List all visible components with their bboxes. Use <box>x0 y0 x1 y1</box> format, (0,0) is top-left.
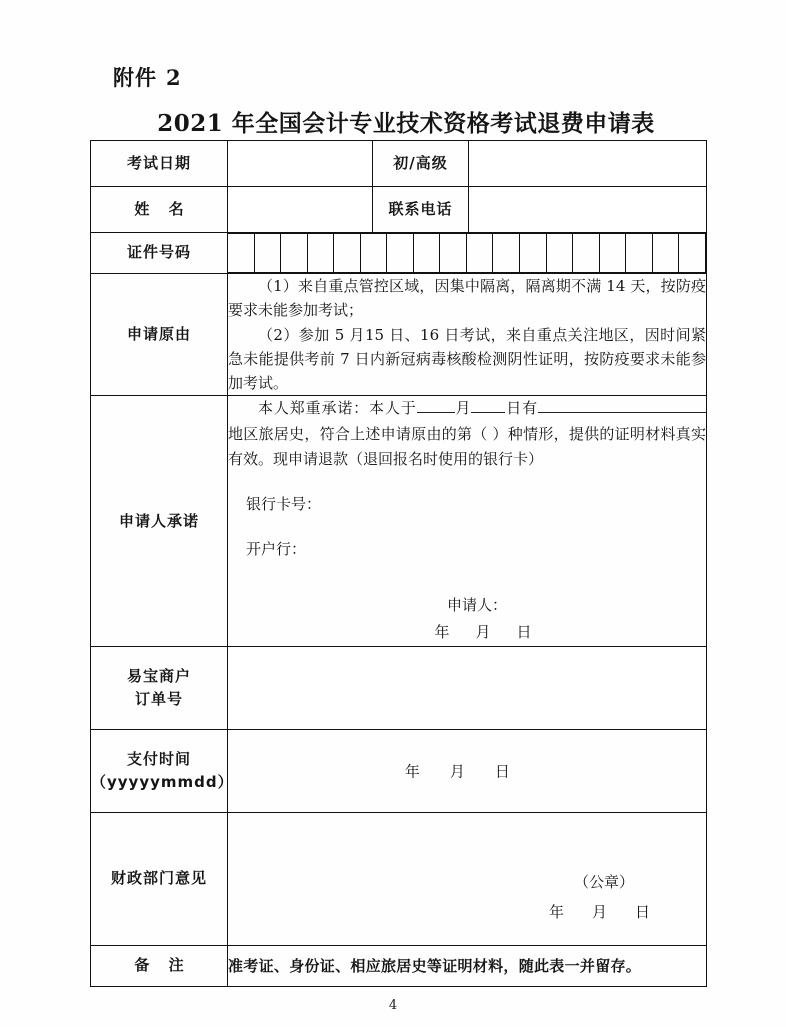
payment-date-year: 年 <box>404 762 450 781</box>
label-merchant-order-line1: 易宝商户 <box>126 666 191 685</box>
id-number-box[interactable] <box>466 234 493 273</box>
applicant-signature-label: 申请人： <box>446 595 507 614</box>
id-number-box[interactable] <box>387 234 414 273</box>
commitment-region-blank[interactable] <box>538 412 706 413</box>
table-row-name <box>91 187 707 233</box>
label-payment-time <box>91 729 234 812</box>
label-payment-time-line1: 支付时间 <box>126 749 191 768</box>
table-row-commitment <box>91 396 707 647</box>
page-number: 4 <box>388 998 398 1013</box>
bank-branch-field[interactable] <box>246 537 706 563</box>
label-name: 姓 名 <box>91 187 228 233</box>
label-merchant-order <box>91 646 228 729</box>
applicant-date-line[interactable] <box>228 620 706 646</box>
commitment-day-blank[interactable] <box>471 412 505 413</box>
id-number-box[interactable] <box>546 234 573 273</box>
attachment-label-text: 附件 <box>113 66 157 90</box>
attachment-label <box>113 62 182 92</box>
bank-branch-label: 开户行： <box>246 540 307 559</box>
label-payment-time-line2: （yyyyymmdd） <box>91 772 234 791</box>
commitment-month-unit: 月 <box>454 399 472 418</box>
id-number-box[interactable] <box>440 234 467 273</box>
payment-date-day: 日 <box>494 762 540 781</box>
table-row-id-number <box>91 233 707 274</box>
label-exam-level: 初/高级 <box>373 141 469 187</box>
field-payment-time[interactable] <box>228 729 707 812</box>
applicant-signature-field[interactable] <box>228 593 706 619</box>
reason-item-1: （1）来自重点管控区域，因集中隔离，隔离期不满 14 天，按防疫要求未能参加考试； <box>228 277 706 320</box>
finance-date-year: 年 <box>548 902 592 921</box>
commitment-statement <box>228 396 706 473</box>
label-finance-opinion: 财政部门意见 <box>91 812 228 945</box>
field-exam-level[interactable] <box>469 141 707 187</box>
label-remark: 备 注 <box>91 945 228 986</box>
bank-card-field[interactable] <box>246 492 706 518</box>
id-number-box[interactable] <box>254 234 281 273</box>
commitment-month-blank[interactable] <box>417 412 455 413</box>
finance-date-line <box>549 901 678 922</box>
field-merchant-order[interactable] <box>228 646 707 729</box>
id-number-boxes <box>228 233 706 273</box>
id-number-box[interactable] <box>334 234 361 273</box>
id-number-box[interactable] <box>573 234 600 273</box>
commitment-day-unit: 日有 <box>505 399 538 418</box>
bank-card-label: 银行卡号： <box>246 494 322 513</box>
table-row-exam-date <box>91 141 707 187</box>
id-number-box[interactable] <box>413 234 440 273</box>
field-phone[interactable] <box>469 187 707 233</box>
table-row-reason <box>91 274 707 396</box>
id-number-box[interactable] <box>679 234 706 273</box>
field-exam-date[interactable] <box>228 141 373 187</box>
id-number-box[interactable] <box>307 234 334 273</box>
table-row-payment-time <box>91 729 707 812</box>
label-merchant-order-line2: 订单号 <box>134 689 183 708</box>
commitment-content <box>228 396 707 647</box>
id-number-box[interactable] <box>599 234 626 273</box>
finance-date-month: 月 <box>591 902 635 921</box>
id-number-box[interactable] <box>520 234 547 273</box>
finance-opinion-area <box>228 813 706 933</box>
page-title: 2021 年全国会计专业技术资格考试退费申请表 <box>157 110 655 137</box>
applicant-date-day: 日 <box>516 623 558 642</box>
payment-date-line <box>405 760 540 781</box>
attachment-number: 2 <box>166 65 182 90</box>
official-seal-label: （公章） <box>573 872 634 891</box>
refund-application-table <box>90 140 707 987</box>
field-finance-opinion[interactable] <box>228 812 707 945</box>
commitment-text-after-region: 地区旅居史，符合上述申请原由的第（ ）种情形，提供的证明材料真实有效。现申请退款（退回报名时使用的银行卡） <box>228 424 706 469</box>
id-number-box[interactable] <box>281 234 308 273</box>
label-commitment: 申请人承诺 <box>91 396 228 647</box>
id-number-box[interactable] <box>493 234 520 273</box>
label-phone: 联系电话 <box>373 187 469 233</box>
field-name[interactable] <box>228 187 373 233</box>
applicant-date-month: 月 <box>475 623 517 642</box>
id-number-box-row <box>228 234 706 273</box>
reason-content <box>228 274 707 396</box>
label-reason: 申请原由 <box>91 274 228 396</box>
id-number-box[interactable] <box>228 234 254 273</box>
commitment-text-before-month: 本人郑重承诺：本人于 <box>258 399 417 418</box>
field-id-number[interactable] <box>228 233 707 274</box>
finance-date-day: 日 <box>634 902 678 921</box>
id-number-box[interactable] <box>652 234 679 273</box>
table-row-merchant-order <box>91 646 707 729</box>
payment-date-month: 月 <box>449 762 495 781</box>
remark-content: 准考证、身份证、相应旅居史等证明材料，随此表一并留存。 <box>228 945 707 986</box>
id-number-box[interactable] <box>360 234 387 273</box>
id-number-box[interactable] <box>626 234 653 273</box>
label-exam-date: 考试日期 <box>91 141 228 187</box>
table-row-finance-opinion <box>91 812 707 945</box>
reason-item-2: （2）参加 5 月15 日、16 日考试，来自重点关注地区，因时间紧急未能提供考前 7 日内新冠病毒核酸检测阴性证明，按防疫要求未能参加考试。 <box>228 325 706 393</box>
applicant-date-year: 年 <box>434 623 476 642</box>
table-row-remark <box>91 945 707 986</box>
label-id-number: 证件号码 <box>91 233 228 274</box>
